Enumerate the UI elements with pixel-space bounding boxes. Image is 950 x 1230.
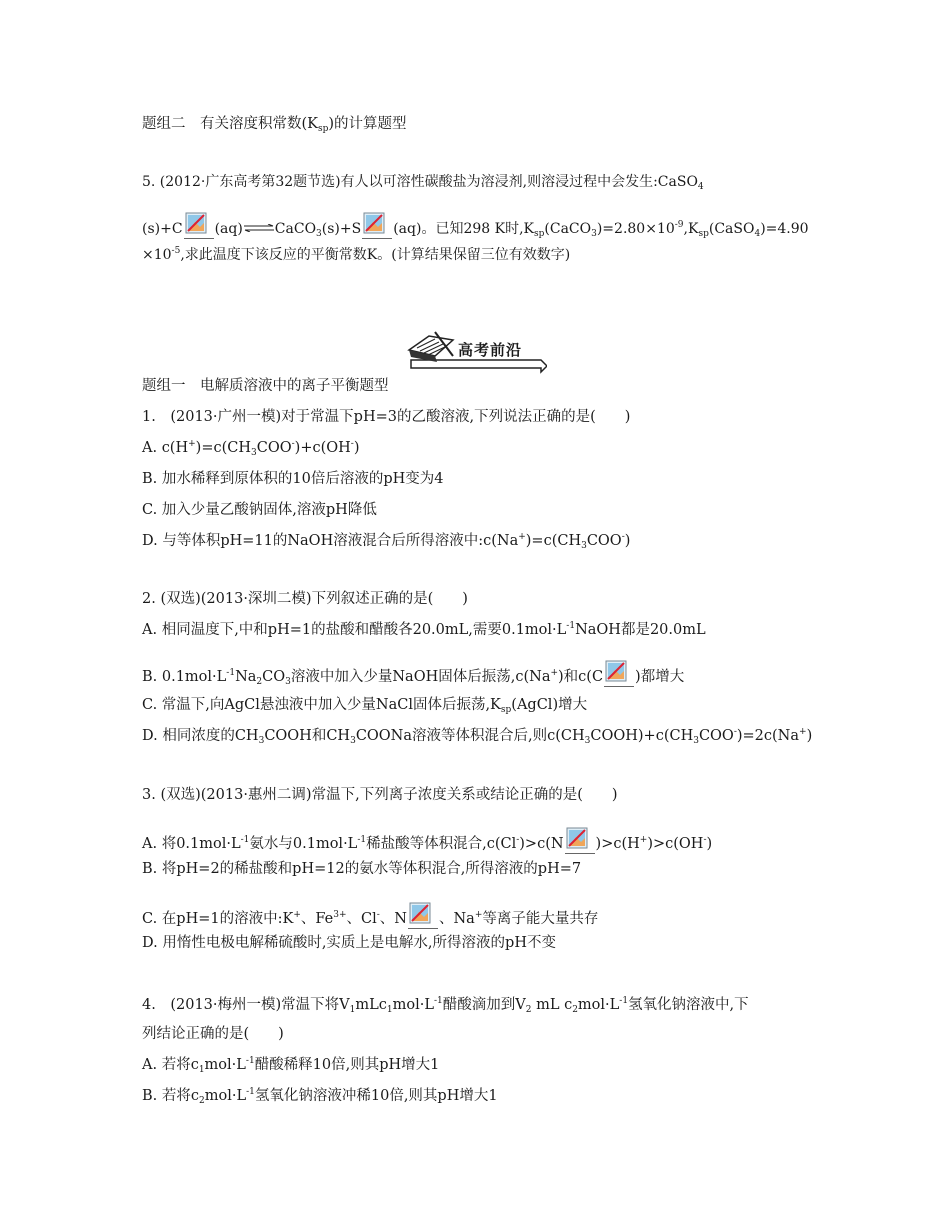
section-heading-ksp: 题组二 有关溶度积常数$(K_{sp})$的计算题型: [142, 116, 407, 134]
section-heading-ion-equilibrium: 题组一 电解质溶液中的离子平衡题型: [142, 378, 389, 394]
question-4-option-b: B. 若将$c_2mol\cdot L^{-1}$氢氧化钠溶液冲稀10倍,则其pH增大1: [142, 1087, 498, 1106]
question-1-option-c: C. 加入少量乙酸钠固体,溶液pH降低: [142, 502, 377, 518]
section-banner: [405, 330, 547, 374]
question-2-option-b: B. $0.1mol\cdot L^{-1}Na_2CO_3$溶液中加入少量NaOH固体后振荡,c(Na+)和c(C )都增大: [142, 660, 684, 687]
image-placeholder-icon: [362, 212, 392, 239]
image-placeholder-icon: [184, 212, 214, 239]
equilibrium-arrow-icon: [243, 224, 275, 232]
question-3-stem: 3. (双选)(2013·惠州二调)常温下,下列离子浓度关系或结论正确的是( ): [142, 787, 618, 803]
question-4-option-a: A. 若将$c_1mol\cdot L^{-1}$醋酸稀释10倍,则其pH增大1: [142, 1056, 440, 1075]
question-3-option-d: D. 用惰性电极电解稀硫酸时,实质上是电解水,所得溶液的pH不变: [142, 935, 556, 951]
image-placeholder-icon: [604, 660, 634, 687]
question-5-line-1: 5. (2012·广东高考第32题节选)有人以可溶性碳酸盐为溶浸剂,则溶浸过程中会发生:CaSO$_4$: [142, 174, 704, 192]
question-2-stem: 2. (双选)(2013·深圳二模)下列叙述正确的是( ): [142, 591, 468, 607]
question-4-stem-line-2: 列结论正确的是( ): [142, 1026, 284, 1042]
question-2-option-a: A. 相同温度下,中和pH=1的盐酸和醋酸各20.0mL,需要$0.1mol\cdot L^{-1}NaOH$都是20.0mL: [142, 621, 706, 638]
question-2-option-c: C. 常温下,向AgCl悬浊液中加入少量NaCl固体后振荡$,K_{sp}(AgCl)$增大: [142, 697, 588, 715]
image-placeholder-icon: [565, 827, 595, 854]
question-4-stem-line-1: 4. (2013·梅州一模)常温下将$V_1mLc_1mol\cdot L^{-1}$醋酸滴加到$V_2$ mL $c_2mol\cdot L^{-1}$氢氧化钠溶液中,下: [142, 996, 749, 1015]
question-2-option-d: D. 相同浓度的$CH_3COOH$和$CH_3COONa$溶液等体积混合后,则$c(CH_3COOH)+c(CH_3COO^-)=2c(Na^+)$: [142, 727, 813, 746]
question-5-line-2: (s)+C (aq) CaCO$_3$(s)+S (aq)。已知298 K时$,K_{sp}(CaCO_3)=2.80\times 10^{-9},K_{sp}(CaSO_4)=4.90$: [142, 212, 809, 239]
question-1-option-a: A. $c(H^+)=c(CH_3COO^-)+c(OH^-)$: [142, 439, 360, 458]
question-3-option-c: C. 在pH=1的溶液中:K+、$Fe^{3+}$、Cl-、N 、Na+等离子能大量共存: [142, 902, 598, 929]
question-1-stem: 1. (2013·广州一模)对于常温下pH=3的乙酸溶液,下列说法正确的是( ): [142, 409, 631, 425]
banner-label: 高考前沿: [458, 341, 523, 359]
question-1-option-b: B. 加水稀释到原体积的10倍后溶液的pH变为4: [142, 471, 444, 487]
question-3-option-b: B. 将pH=2的稀盐酸和pH=12的氨水等体积混合,所得溶液的pH=7: [142, 861, 582, 877]
question-5-line-3: $\times 10^{-5}$,求此温度下该反应的平衡常数K。(计算结果保留三位有效数字): [142, 246, 571, 263]
question-1-option-d: D. 与等体积pH=11的NaOH溶液混合后所得溶液中$:c(Na^+)=c(CH_3COO^-)$: [142, 532, 631, 551]
question-3-option-a: A. 将$0.1mol\cdot L^{-1}$氨水与$0.1mol\cdot L^{-1}$稀盐酸等体积混合,c(Cl-)>c(N )>c(H+)>c(OH-): [142, 827, 712, 854]
image-placeholder-icon: [408, 902, 438, 929]
